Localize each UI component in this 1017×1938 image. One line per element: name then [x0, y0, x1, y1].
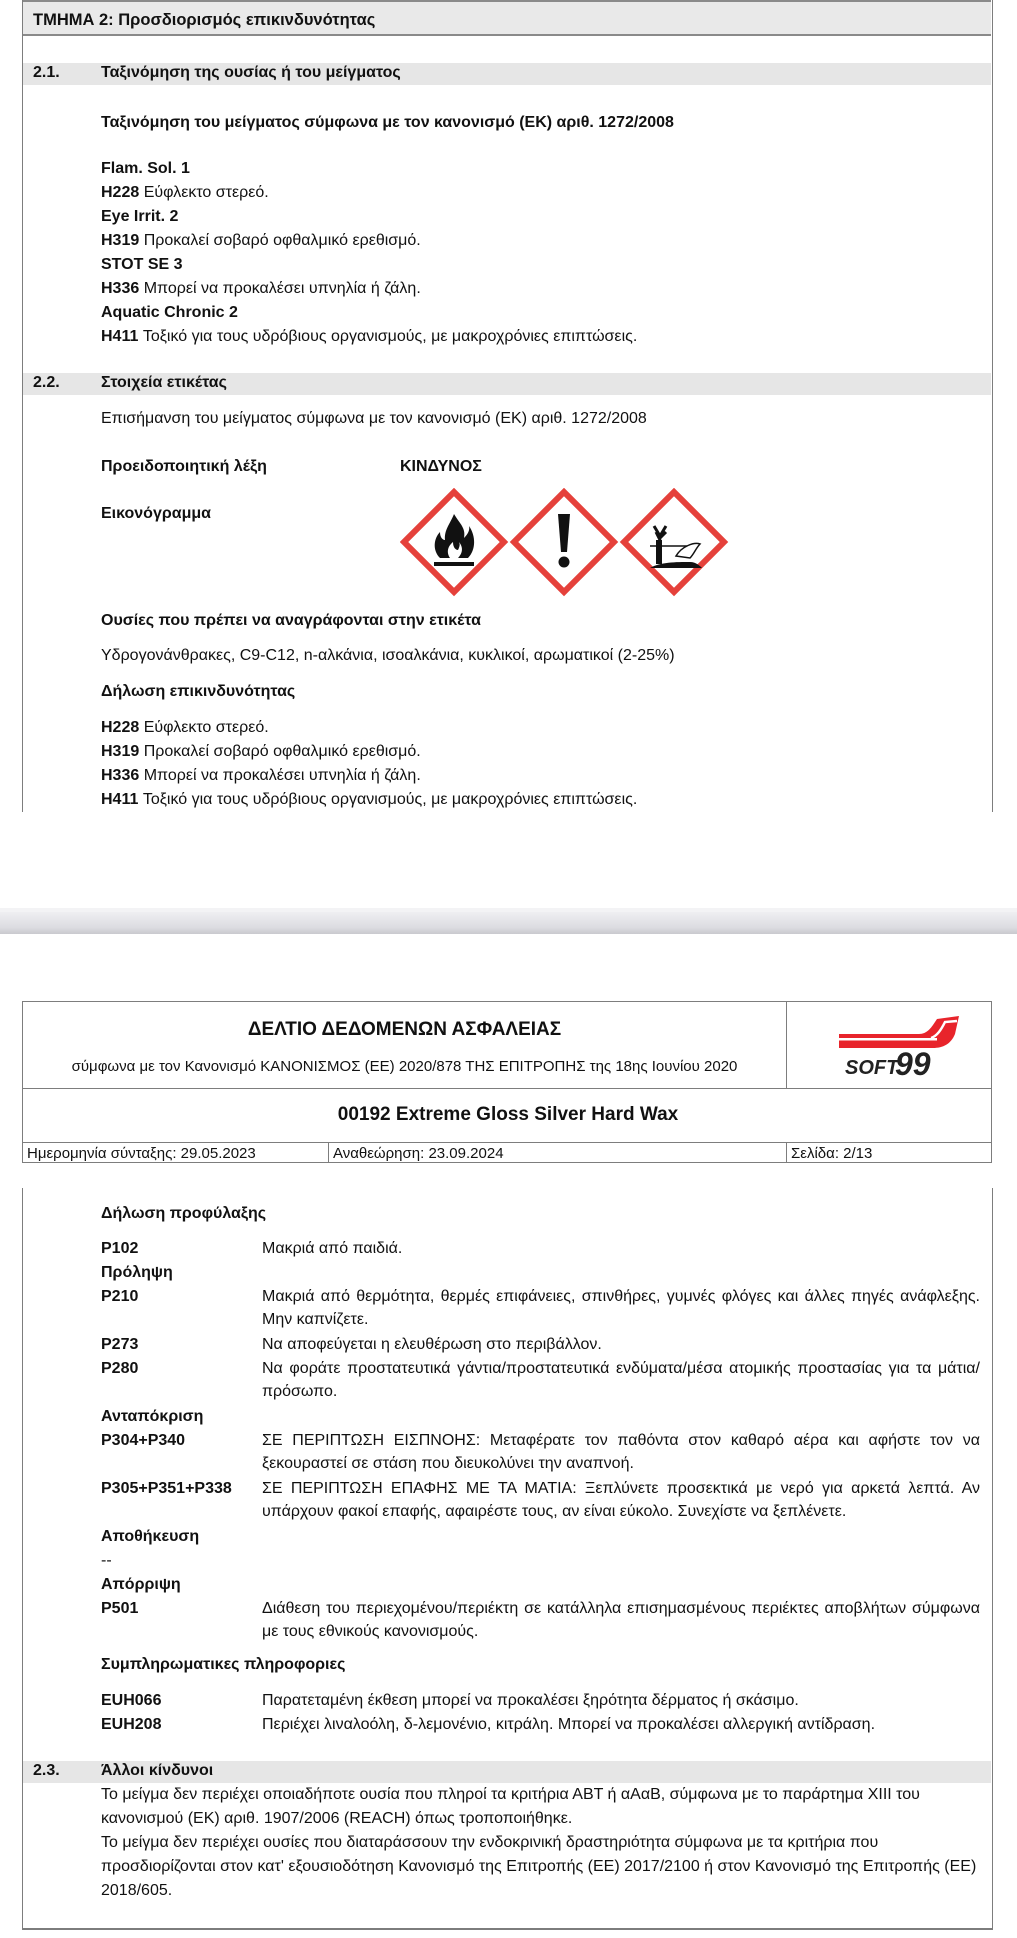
precaution-code: P280	[101, 1360, 139, 1377]
subsection-number: 2.2.	[33, 374, 60, 391]
precaution-code: P305+P351+P338	[101, 1480, 232, 1497]
hazard-statement: H411 Τοξικό για τους υδρόβιους οργανισμούς, με μακροχρόνιες επιπτώσεις.	[101, 791, 638, 808]
class-category: Eye Irrit. 2	[101, 208, 179, 225]
precaution-text: ΣΕ ΠΕΡΙΠΤΩΣΗ ΕΙΣΠΝΟΗΣ: Μεταφέρατε τον παθόντα στον καθαρό αέρα και αφήστε τον να ξεκουραστεί σε στάση που διευκολύνει την αναπνοή.	[262, 1432, 980, 1472]
product-name: 00192 Extreme Gloss Silver Hard Wax	[337, 1104, 679, 1125]
other-hazards-paragraph: Το μείγμα δεν περιέχει οποιαδήποτε ουσία που πληροί τα κριτήρια ΑΒΤ ή αΑαΒ, σύμφωνα με το παράρτημα XIII του κανονισμού (ΕΚ) αριθ. 1907/2006 (REACH) όπως τροποποιήθηκε.	[101, 1786, 920, 1827]
logo-number: 99	[895, 1046, 931, 1080]
hazard-statements-label: Δήλωση επικινδυνότητας	[101, 683, 296, 700]
class-category: Flam. Sol. 1	[101, 160, 190, 177]
hazard-statement: H319 Προκαλεί σοβαρό οφθαλμικό ερεθισμό.	[101, 232, 421, 249]
class-category: STOT SE 3	[101, 256, 183, 273]
precaution-text: ΣΕ ΠΕΡΙΠΤΩΣΗ ΕΠΑΦΗΣ ΜΕ ΤΑ ΜΑΤΙΑ: Ξεπλύνετε προσεκτικά με νερό για αρκετά λεπτά. Αν υπάρχουν φακοί επαφής, αφαιρέστε τους, αν είναι εύκολο. Συνεχίστε να ξεπλένετε.	[262, 1480, 980, 1520]
header-row	[23, 1002, 991, 1089]
pictograms	[400, 488, 730, 598]
precaution-code: P304+P340	[101, 1432, 186, 1449]
hazard-statement: H228 Εύφλεκτο στερεό.	[101, 719, 269, 736]
supplementary-text: Περιέχει λιναλοόλη, δ-λεμονένιο, κιτράλη. Μπορεί να προκαλέσει αλλεργική αντίδραση.	[262, 1716, 876, 1733]
substances-text: Υδρογονάνθρακες, C9-C12, n-αλκάνια, ισοαλκάνια, κυκλικοί, αρωματικοί (2-25%)	[101, 647, 675, 664]
supplementary-code: EUH208	[101, 1716, 162, 1733]
precaution-text: Διάθεση του περιεχομένου/περιέκτη σε κατάλληλα επισημασμένους περιέκτες αποβλήτων σύμφωνα με τους εθνικούς κανονισμούς.	[262, 1600, 980, 1640]
hazard-statement: H228 Εύφλεκτο στερεό.	[101, 184, 269, 201]
page-number: Σελίδα: 2/13	[791, 1145, 873, 1162]
page-separator	[0, 912, 1017, 934]
storage-label: Αποθήκευση	[101, 1528, 200, 1545]
flame-icon	[404, 492, 504, 592]
subsection-title: Άλλοι κίνδυνοι	[101, 1762, 214, 1779]
supplementary-code: EUH066	[101, 1692, 162, 1709]
hazard-statement: H336 Μπορεί να προκαλέσει υπνηλία ή ζάλη.	[101, 767, 421, 784]
pictogram-label: Εικονόγραμμα	[101, 505, 211, 522]
document-header	[22, 1001, 992, 1163]
precaution-code: P210	[101, 1288, 139, 1305]
document-title: ΔΕΛΤΙΟ ΔΕΔΟΜΕΝΩΝ ΑΣΦΑΛΕΙΑΣ	[247, 1019, 562, 1040]
precaution-text: Μακριά από θερμότητα, θερμές επιφάνειες, σπινθήρες, γυμνές φλόγες και άλλες πηγές ανάφλεξης. Μην καπνίζετε.	[262, 1288, 980, 1328]
storage-text: --	[101, 1552, 112, 1569]
supplementary-text: Παρατεταμένη έκθεση μπορεί να προκαλέσει ξηρότητα δέρματος ή σκάσιμο.	[262, 1692, 799, 1709]
exclamation-mark-icon	[514, 492, 614, 592]
subsection-2-2-header	[23, 373, 991, 395]
other-hazards-text	[101, 1783, 981, 1903]
creation-date: Ημερομηνία σύνταξης: 29.05.2023	[27, 1145, 256, 1162]
subsection-2-3-header	[23, 1761, 991, 1783]
signal-word: ΚΙΝΔΥΝΟΣ	[400, 458, 482, 475]
logo-text: SOFT	[845, 1057, 899, 1079]
response-label: Ανταπόκριση	[101, 1408, 204, 1425]
precaution-text: Να φοράτε προστατευτικά γάντια/προστατευτικά ενδύματα/μέσα ατομικής προστασίας για τα μάτια/πρόσωπο.	[262, 1360, 980, 1400]
hazard-statement: H411 Τοξικό για τους υδρόβιους οργανισμούς, με μακροχρόνιες επιπτώσεις.	[101, 328, 638, 345]
header-info-row	[23, 1142, 991, 1163]
substances-label: Ουσίες που πρέπει να αναγράφονται στην ετικέτα	[101, 612, 481, 629]
precaution-text: Μακριά από παιδιά.	[262, 1240, 403, 1257]
subsection-2-1-header	[23, 63, 991, 85]
hazard-statement: H319 Προκαλεί σοβαρό οφθαλμικό ερεθισμό.	[101, 743, 421, 760]
supplementary-label: Συμπληρωματικες πληροφοριες	[101, 1656, 346, 1673]
other-hazards-paragraph: Το μείγμα δεν περιέχει ουσίες που διαταράσσουν την ενδοκρινική δραστηριότητα σύμφωνα με τα κριτήρια που προσδιορίζονται στον κατ' εξουσιοδότηση Κανονισμό της Επιτροπής (ΕΕ) 2017/2100 ή στον Κανονισμό της Επιτροπής (ΕΕ) 2018/605.	[101, 1834, 977, 1899]
disposal-label: Απόρριψη	[101, 1576, 181, 1593]
environment-icon	[624, 492, 724, 592]
soft99-logo	[831, 1012, 971, 1080]
prevention-label: Πρόληψη	[101, 1264, 173, 1281]
precaution-label: Δήλωση προφύλαξης	[101, 1205, 267, 1222]
labeling-text: Επισήμανση του μείγματος σύμφωνα με τον κανονισμό (ΕΚ) αριθ. 1272/2008	[101, 410, 647, 427]
precaution-code: P102	[101, 1240, 139, 1257]
classification-subtitle: Ταξινόμηση του μείγματος σύμφωνα με τον κανονισμό (ΕΚ) αριθ. 1272/2008	[101, 114, 674, 131]
regulation-text: σύμφωνα με τον Κανονισμό ΚΑΝΟΝΙΣΜΟΣ (ΕΕ) 2020/878 ΤΗΣ ΕΠΙΤΡΟΠΗΣ της 18ης Ιουνίου 2020	[71, 1058, 738, 1075]
revision-date: Αναθεώρηση: 23.09.2024	[333, 1145, 504, 1162]
hazard-statement: H336 Μπορεί να προκαλέσει υπνηλία ή ζάλη.	[101, 280, 421, 297]
signal-word-label: Προειδοποιητική λέξη	[101, 458, 267, 475]
subsection-title: Στοιχεία ετικέτας	[101, 374, 227, 391]
precaution-text: Να αποφεύγεται η ελευθέρωση στο περιβάλλον.	[262, 1336, 602, 1353]
subsection-title: Ταξινόμηση της ουσίας ή του μείγματος	[101, 64, 401, 81]
section-title: ΤΜΗΜΑ 2: Προσδιορισμός επικινδυνότητας	[33, 11, 376, 29]
precaution-code: P501	[101, 1600, 139, 1617]
section-header	[23, 0, 991, 36]
precaution-code: P273	[101, 1336, 139, 1353]
subsection-number: 2.3.	[33, 1762, 60, 1779]
class-category: Aquatic Chronic 2	[101, 304, 238, 321]
subsection-number: 2.1.	[33, 64, 60, 81]
